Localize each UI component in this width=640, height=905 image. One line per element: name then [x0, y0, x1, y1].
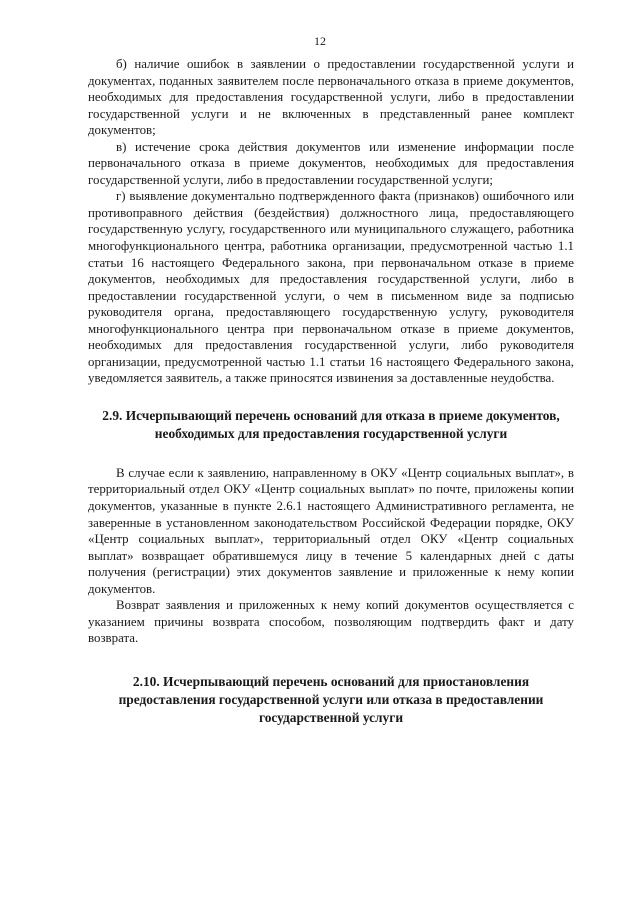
section-2-9-paragraph-2: Возврат заявления и приложенных к нему копий документов осуществляется с указанием причины возврата способом, позволяющим подтвердить факт и дату возврата.: [88, 598, 574, 646]
paragraph-g: г) выявление документально подтвержденного факта (признаков) ошибочного или противоправного действия (бездействия) должностного лица, предоставляющего государственную услугу, государственного или муниципального служащего, работника многофункционального центра, работника организации, предусмотренной частью 1.1 статьи 16 настоящего Федерального закона, при первоначальном отказе в приеме документов, необходимых для предоставления государственной услуги, либо в предоставлении государственной услуги, о чем в письменном виде за подписью руководителя органа, предоставляющего государственную услугу, руководителя многофункционального центра при первоначальном отказе в приеме документов, необходимых для предоставления государственной услуги, либо руководителя организации, предусмотренной частью 1.1 статьи 16 настоящего Федерального закона, уведомляется заявитель, а также приносятся извинения за доставленные неудобства.: [88, 189, 574, 386]
section-2-9-heading: 2.9. Исчерпывающий перечень оснований для отказа в приеме документов, необходимых для предоставления государственной услуги: [102, 407, 560, 441]
paragraph-b: б) наличие ошибок в заявлении о предоставлении государственной услуги и документах, поданных заявителем после первоначального отказа в приеме документов, необходимых для предоставления государственной услуги, либо в предоставлении государственной услуги и не включенных в представленный ранее комплект документов;: [88, 57, 574, 138]
page-number: 12: [314, 34, 326, 48]
section-2-10-heading: 2.10. Исчерпывающий перечень оснований для приостановления предоставления государственной услуги или отказа в предоставлении государственной услуги: [118, 673, 544, 725]
section-2-9-paragraph-1: В случае если к заявлению, направленному в ОКУ «Центр социальных выплат», в территориальный отдел ОКУ «Центр социальных выплат» по почте, приложены копии документов, указанные в пункте 2.6.1 настоящего Административного регламента, не заверенные в установленном законодательством Российской Федерации порядке, ОКУ «Центр социальных выплат», территориальный отдел ОКУ «Центр социальных выплат» возвращает обратившемуся лицу в течение 5 календарных дней с даты получения (регистрации) этих документов заявление и приложенные к нему копии документов.: [88, 465, 574, 596]
page-content: [88, 56, 574, 727]
paragraph-v: в) истечение срока действия документов или изменение информации после первоначального отказа в приеме документов, необходимых для предоставления государственной услуги, либо в предоставлении государственной услуги;: [88, 139, 574, 187]
